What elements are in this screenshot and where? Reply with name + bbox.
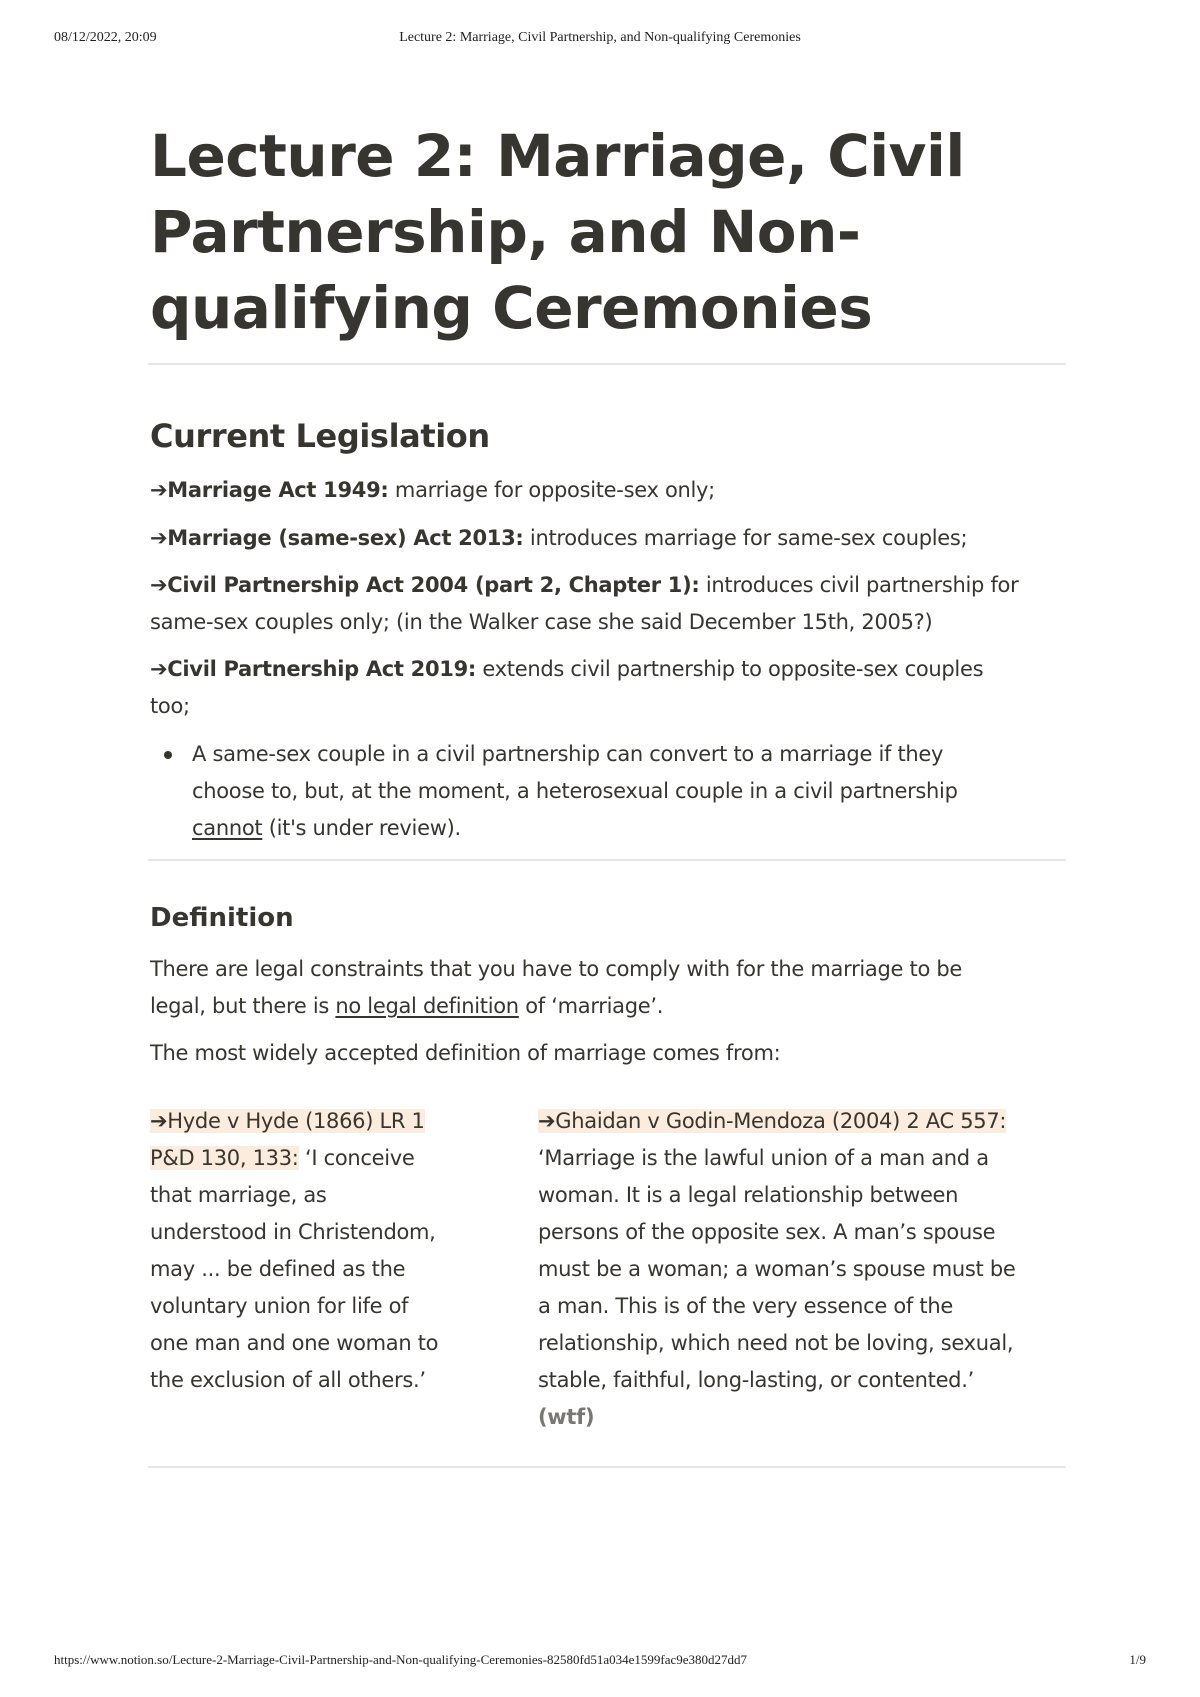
hyde-quote-first: ‘I conceive — [298, 1146, 415, 1170]
hyde-case-line-2: P&D 130, 133: — [150, 1146, 299, 1170]
ghaidan-case-citation: ➔Ghaidan v Godin-Mendoza (2004) 2 AC 557: — [538, 1109, 1007, 1133]
definition-p1-post: of ‘marriage’. — [518, 994, 664, 1018]
ghaidan-quote-line: relationship, which need not be loving, sexual, — [538, 1331, 1014, 1355]
title-divider — [148, 363, 1066, 365]
print-header — [54, 30, 1146, 50]
definition-p1-line-1: There are legal constraints that you have to comply with for the marriage to be — [150, 957, 963, 981]
bullet-dot — [164, 751, 172, 759]
legislation-item-3 — [150, 567, 1050, 641]
hyde-quote-line: understood in Christendom, — [150, 1220, 436, 1244]
print-title: Lecture 2: Marriage, Civil Partnership, and Non-qualifying Ceremonies — [399, 30, 801, 45]
legislation-item-3-text-2: same-sex couples only; (in the Walker case she said December 15th, 2005?) — [150, 610, 933, 634]
definition-paragraph-1 — [150, 951, 1050, 1025]
page-title — [150, 118, 1062, 346]
print-url: https://www.notion.so/Lecture-2-Marriage-Civil-Partnership-and-Non-qualifying-Ceremonies-82580fd51a034e1599fac9e380d27dd7 — [54, 1652, 748, 1667]
print-date: 08/12/2022, 20:09 — [54, 30, 157, 45]
ghaidan-quote-line: a man. This is of the very essence of the — [538, 1294, 953, 1318]
hyde-quote-line: the exclusion of all others.’ — [150, 1368, 426, 1392]
definition-p1-pre: legal, but there is — [150, 994, 336, 1018]
definition-heading: Definition — [150, 903, 294, 933]
definition-p1-underlined: no legal definition — [335, 994, 519, 1018]
hyde-quote-line: one man and one woman to — [150, 1331, 439, 1355]
legislation-item-1-label: ➔Marriage Act 1949: — [150, 478, 389, 502]
legislation-divider — [148, 859, 1066, 861]
legislation-item-1 — [150, 472, 1050, 509]
ghaidan-quote-line: persons of the opposite sex. A man’s spouse — [538, 1220, 996, 1244]
hyde-quote-line: may ... be defined as the — [150, 1257, 406, 1281]
ghaidan-quote-line: woman. It is a legal relationship between — [538, 1183, 959, 1207]
legislation-item-3-text: introduces civil partnership for — [699, 573, 1019, 597]
legislation-item-4-text-2: too; — [150, 694, 190, 718]
hyde-quote-line: that marriage, as — [150, 1183, 327, 1207]
ghaidan-quote-line: must be a woman; a woman’s spouse must be — [538, 1257, 1016, 1281]
current-legislation-heading: Current Legislation — [150, 417, 490, 455]
legislation-item-3-label: ➔Civil Partnership Act 2004 (part 2, Chapter 1): — [150, 573, 700, 597]
page-title-line-3: qualifying Ceremonies — [150, 274, 873, 342]
ghaidan-case-column — [538, 1103, 1068, 1436]
hyde-case-line-1: ➔Hyde v Hyde (1866) LR 1 — [150, 1109, 425, 1133]
ghaidan-quote-line: stable, faithful, long-lasting, or contented.’ — [538, 1368, 974, 1392]
bullet-text — [192, 736, 992, 847]
legislation-item-4 — [150, 651, 1050, 725]
bullet-line-2: choose to, but, at the moment, a heterosexual couple in a civil partnership — [192, 779, 958, 803]
page-number: 1/9 — [1129, 1652, 1146, 1667]
ghaidan-note: (wtf) — [538, 1405, 595, 1429]
legislation-item-2-label: ➔Marriage (same-sex) Act 2013: — [150, 526, 524, 550]
legislation-item-2-text: introduces marriage for same-sex couples; — [523, 526, 968, 550]
definition-paragraph-2: The most widely accepted definition of marriage comes from: — [150, 1041, 781, 1065]
bullet-rest: (it's under review). — [262, 816, 461, 840]
legislation-item-4-text: extends civil partnership to opposite-sex couples — [476, 657, 984, 681]
ghaidan-quote-line: ‘Marriage is the lawful union of a man and a — [538, 1146, 989, 1170]
page-title-line-1: Lecture 2: Marriage, Civil — [150, 122, 965, 190]
page-title-line-2: Partnership, and Non- — [150, 198, 861, 266]
hyde-quote-line: voluntary union for life of — [150, 1294, 409, 1318]
definition-divider — [148, 1466, 1066, 1468]
bullet-line-1: A same-sex couple in a civil partnership can convert to a marriage if they — [192, 742, 944, 766]
legislation-item-4-label: ➔Civil Partnership Act 2019: — [150, 657, 477, 681]
legislation-item-2 — [150, 520, 1050, 557]
bullet-underlined: cannot — [192, 816, 263, 840]
legislation-item-1-text: marriage for opposite-sex only; — [388, 478, 715, 502]
print-footer — [54, 1652, 1146, 1672]
hyde-case-column — [150, 1103, 470, 1399]
